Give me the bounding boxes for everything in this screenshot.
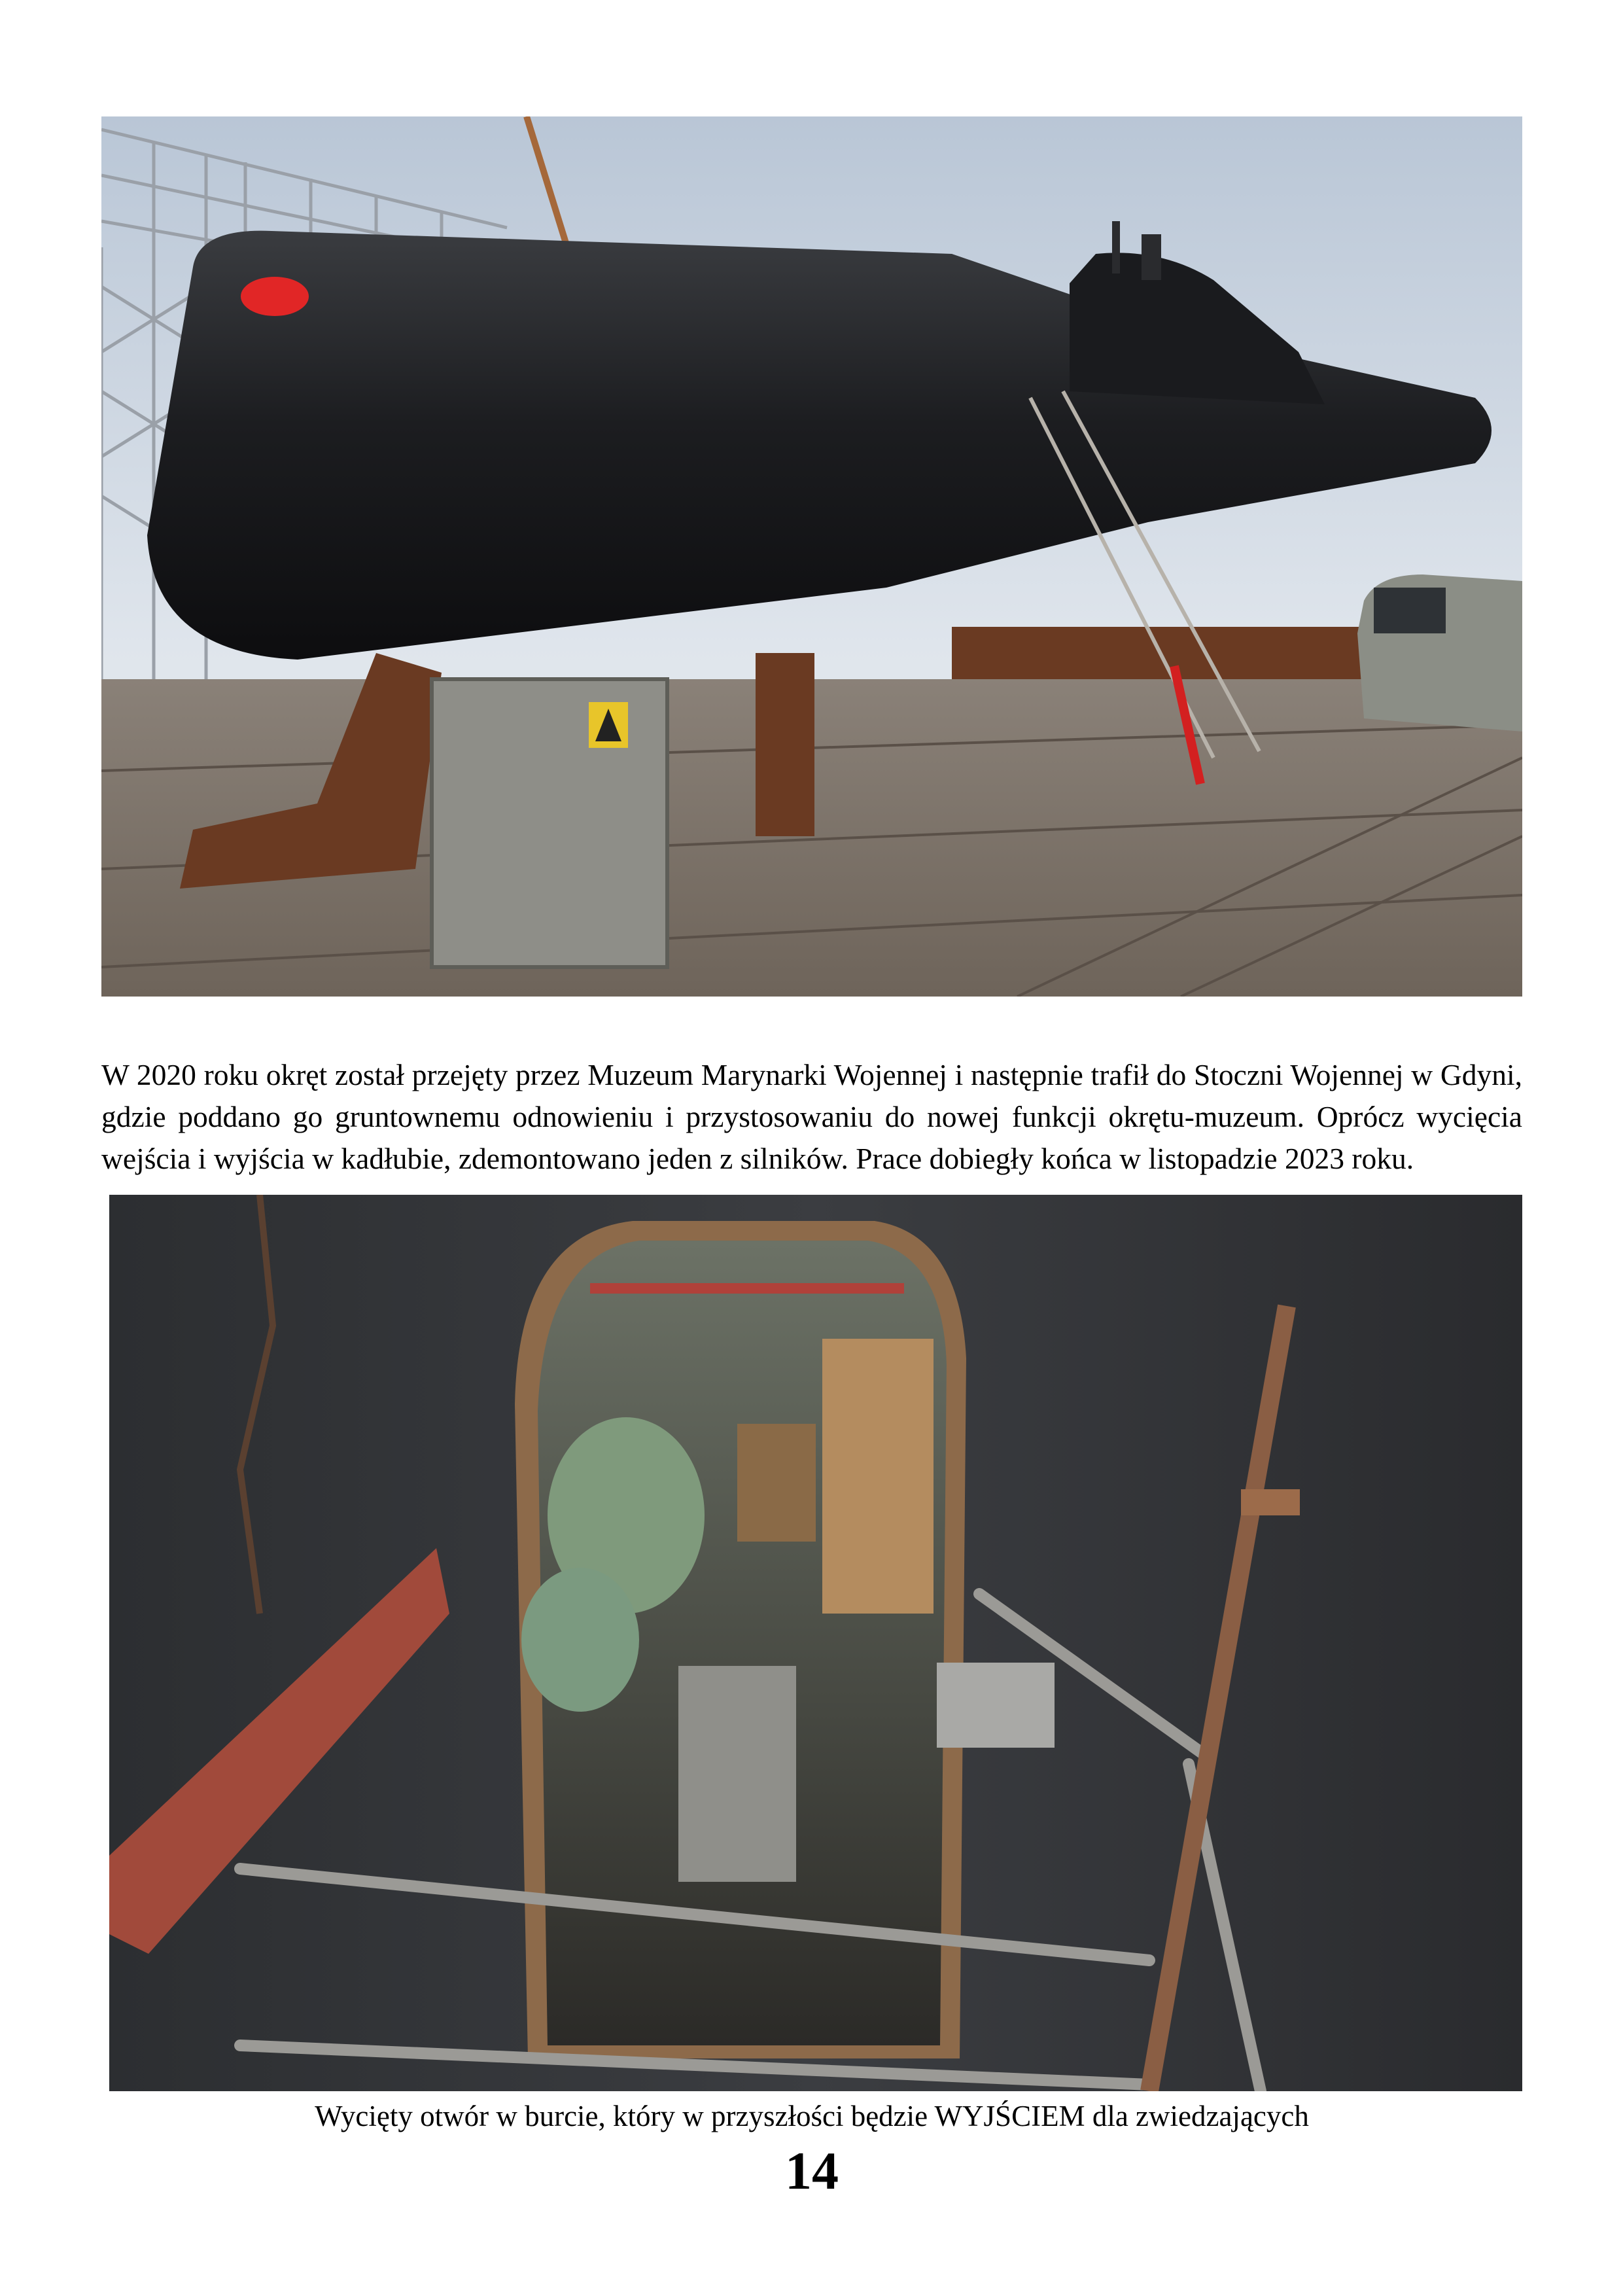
photo-caption: Wycięty otwór w burcie, który w przyszłości będzie WYJŚCIEM dla zwiedzających <box>315 2100 1309 2132</box>
hull-exit-opening-photo <box>109 1195 1522 2091</box>
page-number: 14 <box>785 2141 839 2200</box>
submarine-on-drydock-photo <box>101 116 1522 997</box>
body-paragraph: W 2020 roku okręt został przejęty przez Muzeum Marynarki Wojennej i następnie trafił do Stoczni Wojennej w Gdyni, gdzie poddano go gruntownemu odnowieniu i przystosowaniu do nowej funkcji okrętu-muzeum. Oprócz wycięcia wejścia i wyjścia w kadłubie, zdemontowano jeden z silników. Prace dobiegły końca w listopadzie 2023 roku. <box>101 1057 1522 1175</box>
